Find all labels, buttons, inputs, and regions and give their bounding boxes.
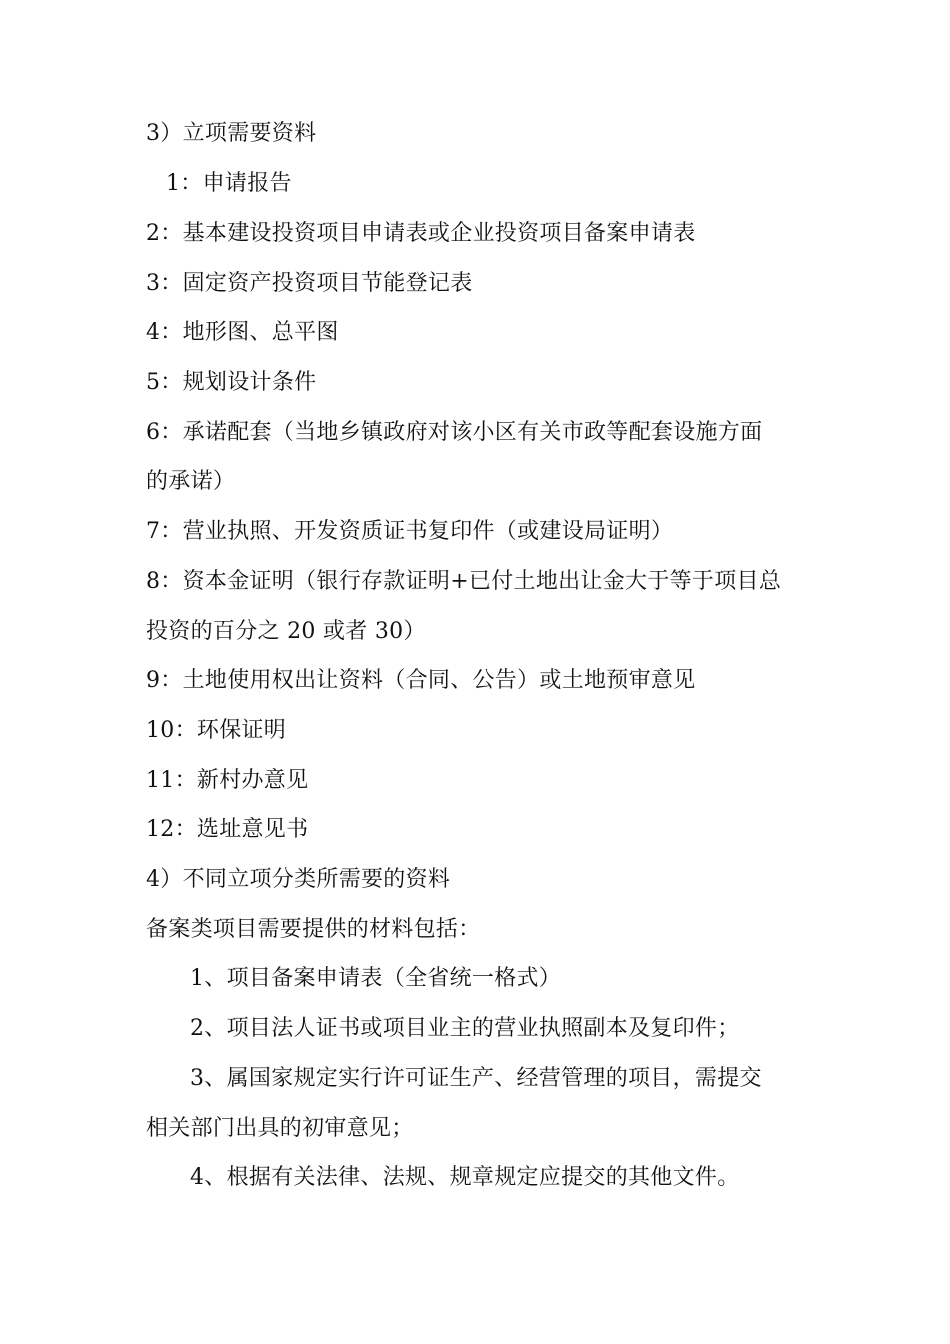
material-item-1: 1、项目备案申请表（全省统一格式） (190, 966, 562, 991)
list-item-10: 10：环保证明 (146, 718, 287, 743)
list-item-5: 5：规划设计条件 (146, 370, 317, 395)
section-heading-3: 3）立项需要资料 (146, 121, 317, 146)
list-item-4: 4：地形图、总平图 (146, 320, 339, 345)
list-item-11: 11：新村办意见 (146, 768, 309, 793)
list-item-6-continued: 的承诺） (146, 469, 236, 494)
paragraph-intro: 备案类项目需要提供的材料包括： (146, 917, 481, 942)
list-item-6: 6：承诺配套（当地乡镇政府对该小区有关市政等配套设施方面 (146, 420, 763, 445)
list-item-1: 1：申请报告 (166, 171, 292, 196)
section-heading-4: 4）不同立项分类所需要的资料 (146, 867, 451, 892)
material-item-4: 4、根据有关法律、法规、规章规定应提交的其他文件。 (190, 1165, 740, 1190)
list-item-3: 3：固定资产投资项目节能登记表 (146, 271, 473, 296)
list-item-9: 9：土地使用权出让资料（合同、公告）或土地预审意见 (146, 668, 696, 693)
material-item-3: 3、属国家规定实行许可证生产、经营管理的项目，需提交 (190, 1066, 762, 1091)
material-item-2: 2、项目法人证书或项目业主的营业执照副本及复印件； (190, 1016, 740, 1041)
list-item-12: 12：选址意见书 (146, 817, 309, 842)
list-item-7: 7：营业执照、开发资质证书复印件（或建设局证明） (146, 519, 674, 544)
list-item-8-continued: 投资的百分之 20 或者 30） (146, 619, 426, 644)
list-item-2: 2：基本建设投资项目申请表或企业投资项目备案申请表 (146, 221, 696, 246)
material-item-3-continued: 相关部门出具的初审意见； (146, 1116, 414, 1141)
list-item-8: 8：资本金证明（银行存款证明+已付土地出让金大于等于项目总 (146, 569, 782, 594)
